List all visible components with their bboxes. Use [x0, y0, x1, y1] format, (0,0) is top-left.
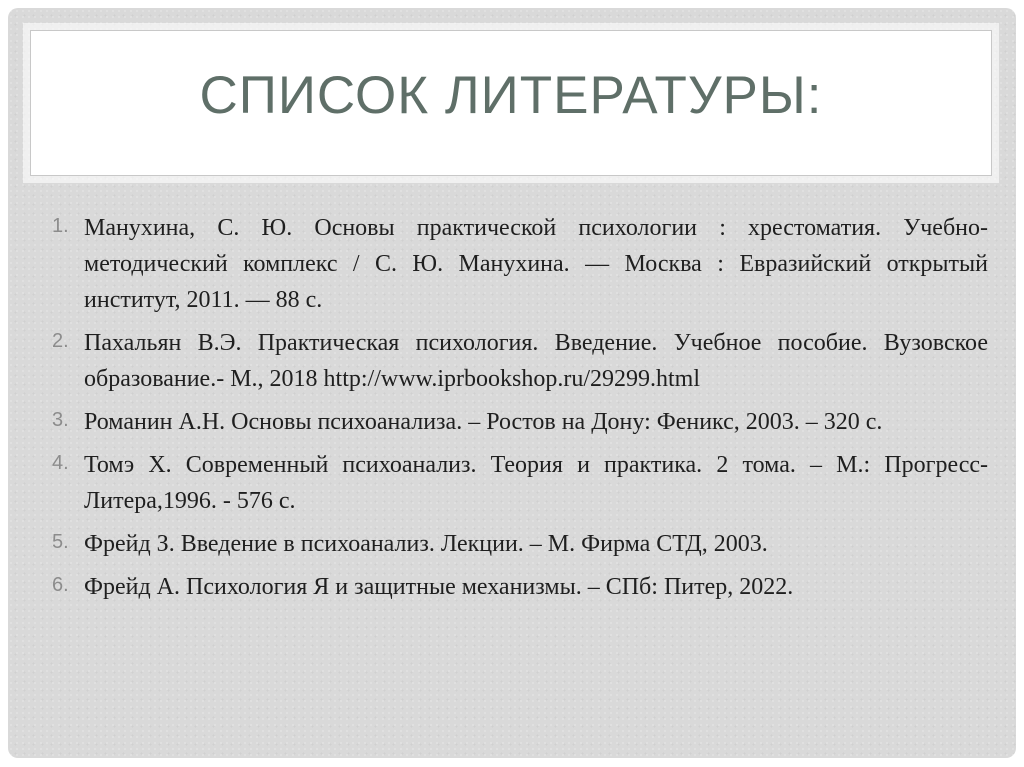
slide-title: СПИСОК ЛИТЕРАТУРЫ:: [199, 66, 823, 125]
reference-number: 5.: [52, 531, 69, 553]
reference-number: 4.: [52, 452, 69, 474]
reference-text: Фрейд А. Психология Я и защитные механизмы. – СПб: Питер, 2022.: [84, 574, 794, 600]
reference-text: Романин А.Н. Основы психоанализа. – Ростов на Дону: Феникс, 2003. – 320 с.: [84, 409, 883, 435]
reference-text: Манухина, С. Ю. Основы практической психологии : хрестоматия. Учебно-методический комплекс / С. Ю. Манухина. — Москва : Евразийский открытый институт, 2011. — 88 с.: [84, 215, 988, 313]
title-box: [30, 30, 992, 176]
reference-text: Томэ Х. Современный психоанализ. Теория и практика. 2 тома. – М.: Прогресс-Литера,1996. - 576 с.: [84, 452, 988, 514]
reference-number: 2.: [52, 330, 69, 352]
reference-text: Фрейд З. Введение в психоанализ. Лекции. – М. Фирма СТД, 2003.: [84, 531, 768, 557]
reference-text: Пахальян В.Э. Практическая психология. Введение. Учебное пособие. Вузовское образование.- М., 2018 http://www.iprbookshop.ru/29299.html: [84, 330, 988, 392]
reference-item: [52, 569, 988, 605]
slide: [8, 8, 1016, 758]
reference-item: [52, 526, 988, 562]
reference-item: [52, 210, 988, 318]
reference-list: [52, 210, 988, 612]
reference-item: [52, 404, 988, 440]
reference-number: 6.: [52, 574, 69, 596]
reference-number: 1.: [52, 215, 69, 237]
reference-item: [52, 447, 988, 519]
reference-number: 3.: [52, 409, 69, 431]
reference-item: [52, 325, 988, 397]
